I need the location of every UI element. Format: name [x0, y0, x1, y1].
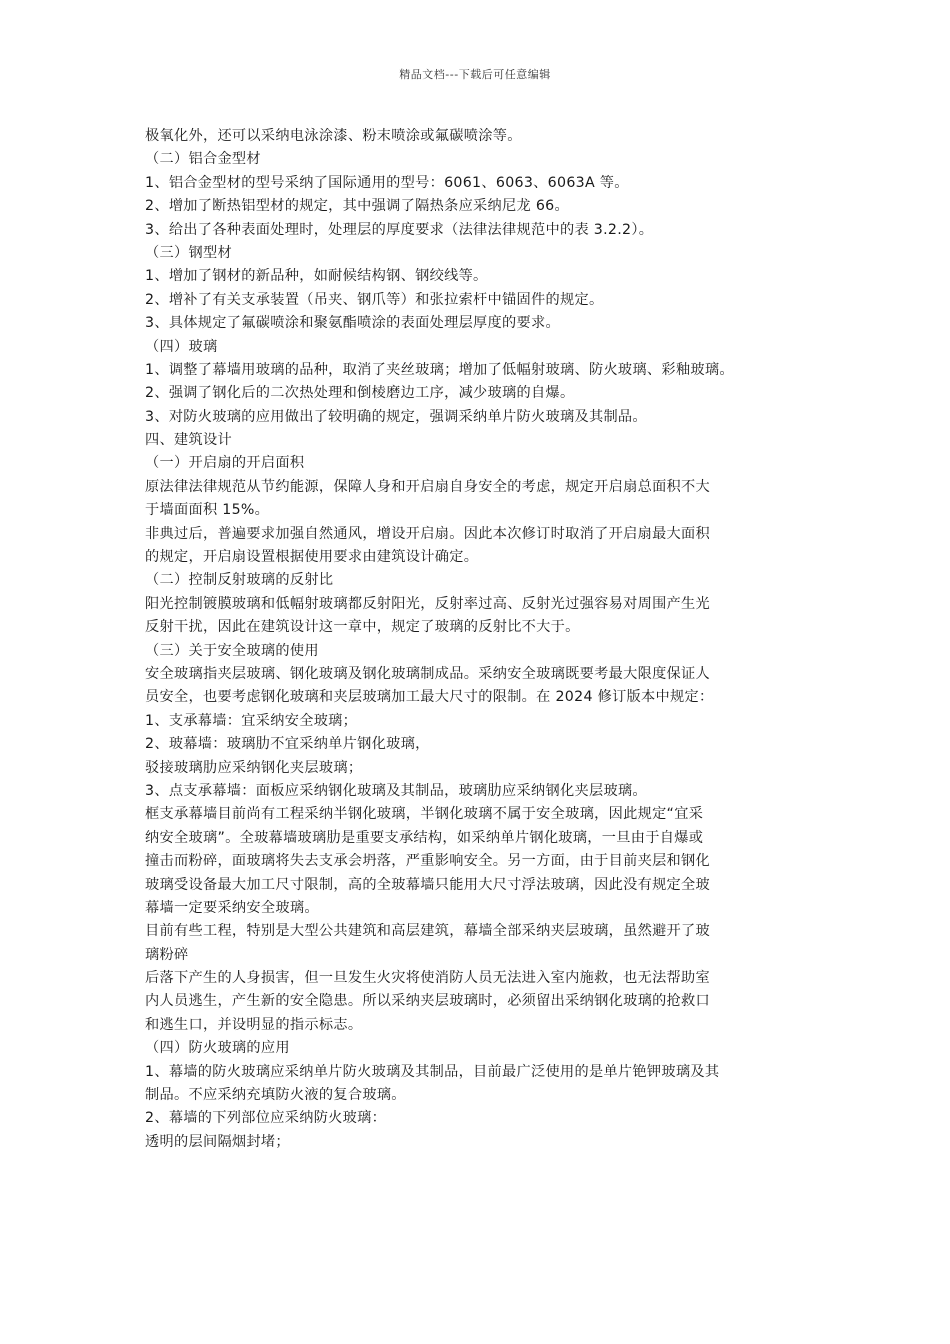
text-line: （一）开启扇的开启面积: [145, 455, 305, 472]
text-line: 阳光控制镀膜玻璃和低幅射玻璃都反射阳光，反射率过高、反射光过强容易对周围产生光: [145, 595, 711, 612]
text-line: 璃粉碎: [145, 946, 189, 963]
text-line: 透明的层间隔烟封堵；: [145, 1133, 290, 1150]
text-line: 后落下产生的人身损害，但一旦发生火灾将使消防人员无法进入室内施救，也无法帮助室: [145, 970, 711, 987]
text-line: 极氧化外，还可以采纳电泳涂漆、粉末喷涂或氟碳喷涂等。: [145, 128, 522, 144]
text-line: 目前有些工程，特别是大型公共建筑和高层建筑，幕墙全部采纳夹层玻璃，虽然避开了玻: [145, 923, 711, 940]
text-line: 3、具体规定了氟碳喷涂和聚氨酯喷涂的表面处理层厚度的要求。: [145, 315, 560, 332]
text-line: 2、增补了有关支承装置（吊夹、钢爪等）和张拉索杆中锚固件的规定。: [145, 291, 604, 308]
text-line: 1、增加了钢材的新品种，如耐候结构钢、钢绞线等。: [145, 268, 488, 285]
text-line: 员安全，也要考虑钢化玻璃和夹层玻璃加工最大尺寸的限制。在 2024 修订版本中规定：: [145, 689, 714, 706]
text-line: 驳接玻璃肋应采纳钢化夹层玻璃；: [145, 759, 363, 776]
text-line: 和逃生口，并设明显的指示标志。: [145, 1016, 363, 1033]
text-line: 2、增加了断热铝型材的规定，其中强调了隔热条应采纳尼龙 66。: [145, 198, 569, 215]
text-line: （三）关于安全玻璃的使用: [145, 642, 319, 659]
text-line: 反射干扰，因此在建筑设计这一章中，规定了玻璃的反射比不大于。: [145, 619, 580, 636]
text-line: 3、给出了各种表面处理时，处理层的厚度要求（法律法律规范中的表 3.2.2）。: [145, 221, 654, 238]
text-line: 2、强调了钢化后的二次热处理和倒棱磨边工序，减少玻璃的自爆。: [145, 385, 575, 402]
text-line: （四）防火玻璃的应用: [145, 1040, 290, 1057]
text-line: 1、支承幕墙：宜采纳安全玻璃；: [145, 712, 358, 729]
text-line: 3、对防火玻璃的应用做出了较明确的规定，强调采纳单片防火玻璃及其制品。: [145, 408, 647, 425]
text-line: 内人员逃生，产生新的安全隐患。所以采纳夹层玻璃时，必须留出采纳钢化玻璃的抢救口: [145, 993, 711, 1010]
text-line: 于墙面面积 15%。: [145, 502, 270, 519]
text-line: 1、调整了幕墙用玻璃的品种，取消了夹丝玻璃；增加了低幅射玻璃、防火玻璃、彩釉玻璃。: [145, 361, 734, 378]
text-line: （二）控制反射玻璃的反射比: [145, 572, 334, 589]
document-body: [145, 125, 820, 1154]
text-line: （二）铝合金型材: [145, 151, 261, 168]
text-line: 3、点支承幕墙：面板应采纳钢化玻璃及其制品，玻璃肋应采纳钢化夹层玻璃。: [145, 782, 647, 799]
text-line: （三）钢型材: [145, 244, 232, 261]
text-line: （四）玻璃: [145, 338, 218, 355]
text-line: 框支承幕墙目前尚有工程采纳半钢化玻璃，半钢化玻璃不属于安全玻璃，因此规定“宜采: [145, 806, 704, 823]
text-line: 1、幕墙的防火玻璃应采纳单片防火玻璃及其制品，目前最广泛使用的是单片铯钾玻璃及其: [145, 1063, 720, 1080]
text-line: 2、幕墙的下列部位应采纳防火玻璃：: [145, 1110, 387, 1127]
text-line: 撞击而粉碎，面玻璃将失去支承会坍落，严重影响安全。另一方面，由于目前夹层和钢化: [145, 853, 711, 870]
text-line: 玻璃受设备最大加工尺寸限制，高的全玻幕墙只能用大尺寸浮法玻璃，因此没有规定全玻: [145, 876, 711, 893]
page-header: 精品文档---下载后可任意编辑: [399, 68, 551, 81]
text-line: 的规定，开启扇设置根据使用要求由建筑设计确定。: [145, 549, 479, 566]
text-line: 纳安全玻璃”。全玻幕墙玻璃肋是重要支承结构，如采纳单片钢化玻璃，一旦由于自爆或: [145, 829, 704, 846]
text-line: 制品。不应采纳充填防火液的复合玻璃。: [145, 1087, 406, 1104]
text-line: 非典过后，普遍要求加强自然通风，增设开启扇。因此本次修订时取消了开启扇最大面积: [145, 525, 711, 542]
text-line: 安全玻璃指夹层玻璃、钢化玻璃及钢化玻璃制成品。采纳安全玻璃既要考最大限度保证人: [145, 665, 711, 682]
text-line: 幕墙一定要采纳安全玻璃。: [145, 899, 319, 916]
text-line: 四、建筑设计: [145, 432, 232, 449]
text-line: 原法律法律规范从节约能源，保障人身和开启扇自身安全的考虑，规定开启扇总面积不大: [145, 478, 711, 495]
text-line: 2、玻幕墙：玻璃肋不宜采纳单片钢化玻璃，: [145, 736, 430, 753]
text-line: 1、铝合金型材的型号采纳了国际通用的型号：6061、6063、6063A 等。: [145, 174, 629, 191]
